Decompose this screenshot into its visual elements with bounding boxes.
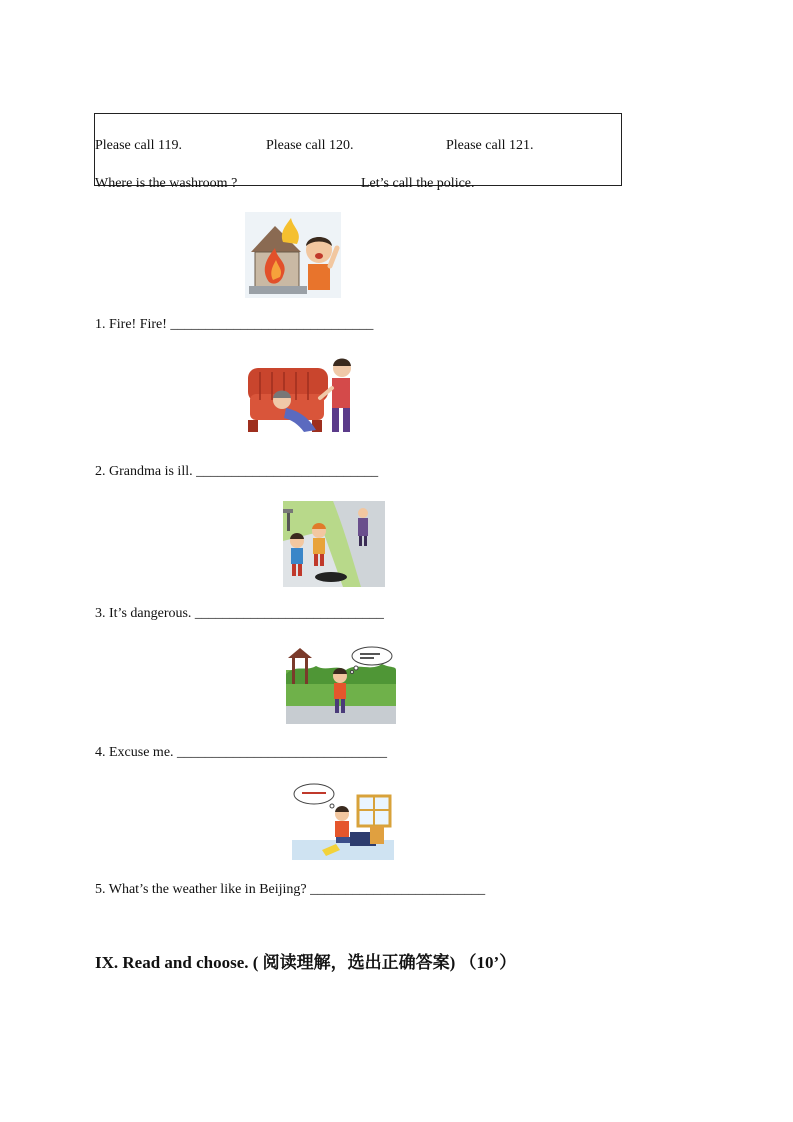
question-4: 4. Excuse me. ______________________________ (95, 745, 388, 760)
grandma-ill-picture (246, 354, 360, 440)
question-5: 5. What’s the weather like in Beijing? _________________________ (95, 882, 486, 897)
option-washroom: Where is the washroom ? (95, 176, 238, 191)
question-3: 3. It’s dangerous. ___________________________ (95, 606, 384, 621)
question-2: 2. Grandma is ill. __________________________ (95, 464, 379, 479)
fire-house-picture (245, 212, 341, 298)
option-call-police: Let’s call the police. (361, 176, 475, 191)
manhole-picture (283, 501, 385, 587)
option-call-120: Please call 120. (266, 138, 354, 153)
section-heading: IX. Read and choose. ( 阅读理解，选出正确答案) （10’） (95, 953, 517, 972)
park-picture (286, 644, 396, 724)
option-call-121: Please call 121. (446, 138, 534, 153)
packing-picture (292, 780, 394, 860)
option-call-119: Please call 119. (95, 138, 182, 153)
question-1: 1. Fire! Fire! _____________________________ (95, 317, 374, 332)
